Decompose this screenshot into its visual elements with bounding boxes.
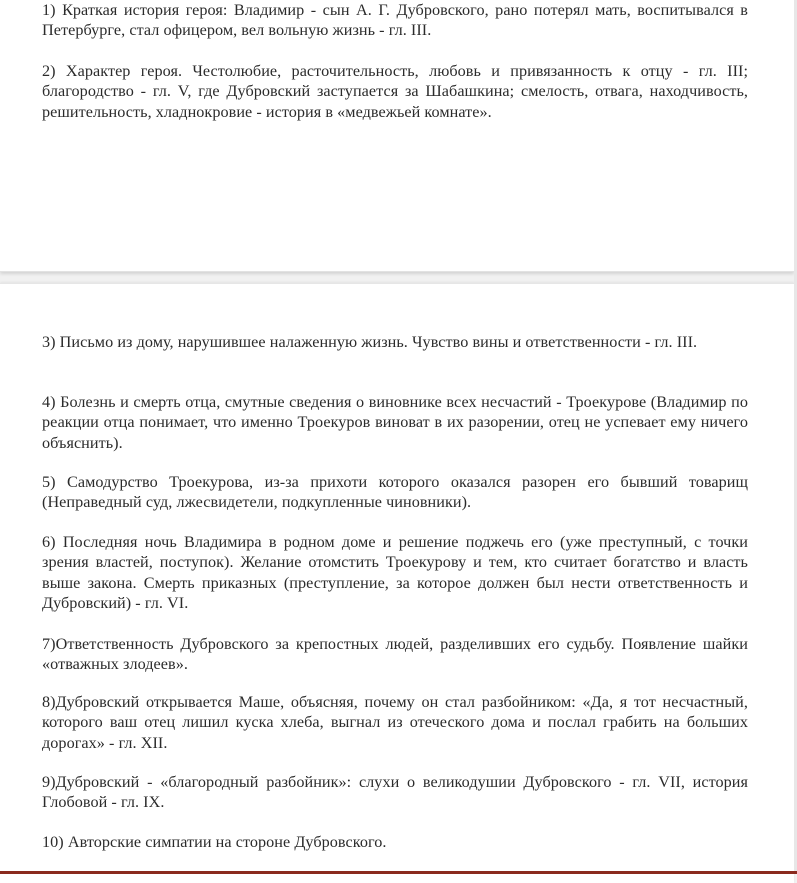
- paragraph-letter-from-home: 3) Письмо из дому, нарушившее налаженную жизнь. Чувство вины и ответственности - гл. III.: [42, 333, 698, 351]
- paragraph-noble-robber: 9)Дубровский - «благородный разбойник»: слухи о великодушии Дубровского - гл. VII, история Глобовой - гл. IX.: [42, 773, 748, 812]
- paragraph-hero-character: 2) Характер героя. Честолюбие, расточительность, любовь и привязанность к отцу - гл. III; благородство - гл. V, где Дубровский заступается за Шабашкина; смелость, отвага, находчивость, решительность, хладнокровие - история в «медвежьей комнате».: [42, 62, 748, 121]
- document-page-1: [0, 0, 794, 272]
- paragraph-troekurov-tyranny: 5) Самодурство Троекурова, из-за прихоти которого оказался разорен его бывший товарищ (Неправедный суд, лжесвидетели, подкупленные чиновники).: [42, 473, 748, 512]
- paragraph-father-death: 4) Болезнь и смерть отца, смутные сведения о виновнике всех несчастий - Троекурове (Владимир по реакции отца понимает, что именно Троекуров виноват в их разорении, отец не успевает ему ничего объяснить).: [42, 393, 748, 452]
- document-page-2: [0, 283, 794, 883]
- paragraph-serfs-responsibility: 7)Ответственность Дубровского за крепостных людей, разделивших его судьбу. Появление шайки «отважных злодеев».: [42, 635, 748, 674]
- paragraph-last-night: 6) Последняя ночь Владимира в родном доме и решение поджечь его (уже преступный, с точки зрения властей, поступок). Желание отомстить Троекурову и тем, кто считает богатство и власть выше закона. Смерть приказных (преступление, за которое должен был нести ответственность и Дубровский) - гл. VI.: [42, 533, 748, 613]
- paragraph-hero-history: 1) Краткая история героя: Владимир - сын А. Г. Дубровского, рано потерял мать, воспитывался в Петербурге, стал офицером, вел вольную жизнь - гл. III.: [42, 1, 748, 40]
- paragraph-author-sympathy: 10) Авторские симпатии на стороне Дубровского.: [42, 833, 387, 851]
- paragraph-reveals-to-masha: 8)Дубровский открывается Маше, объясняя, почему он стал разбойником: «Да, я тот несчастный, которого ваш отец лишил куска хлеба, выгнал из отеческого дома и послал грабить на больших дорогах» - гл. XII.: [42, 693, 748, 752]
